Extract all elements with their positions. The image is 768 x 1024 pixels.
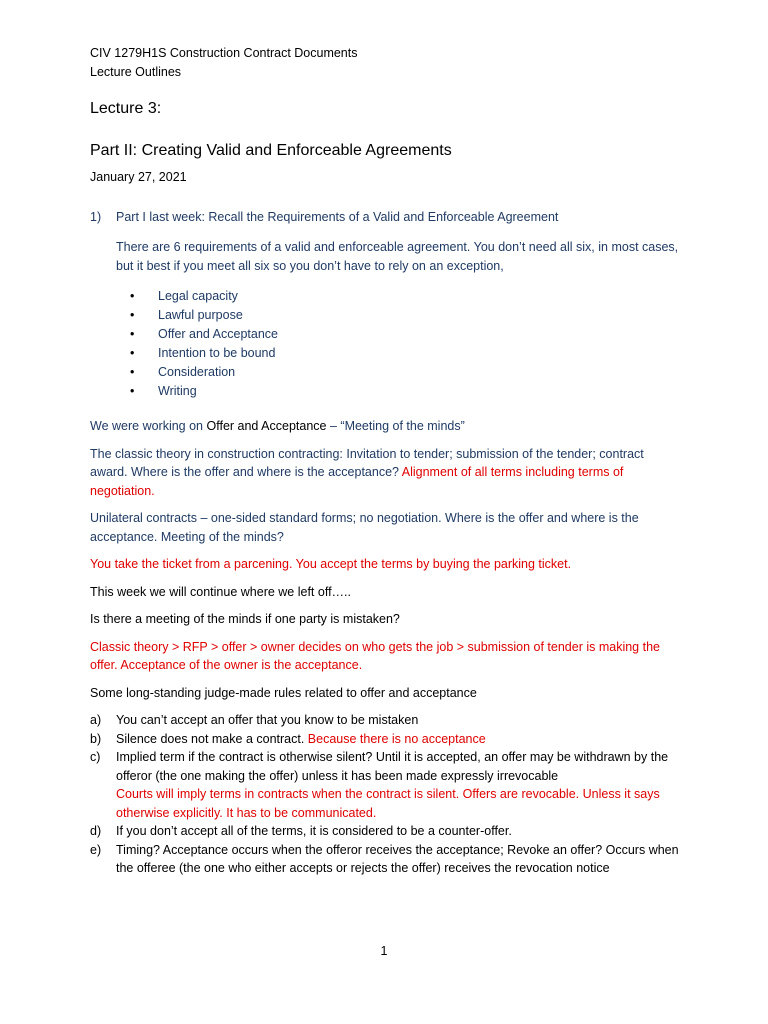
list-item: • Consideration bbox=[130, 363, 680, 382]
rule-note: Because there is no acceptance bbox=[307, 731, 486, 746]
working-on-paragraph bbox=[90, 417, 680, 436]
lecture-title: Lecture 3: bbox=[90, 100, 162, 117]
list-item bbox=[90, 822, 680, 841]
rule-letter: c) bbox=[90, 750, 101, 764]
classic-theory-text: The classic theory in construction contracting: Invitation to tender; submission of the tender; contract award. Where is the offer and where is the acceptance? bbox=[90, 446, 644, 479]
list-item bbox=[90, 711, 680, 730]
requirements-list bbox=[90, 287, 680, 401]
list-item bbox=[90, 748, 680, 822]
mistaken-question: Is there a meeting of the minds if one party is mistaken? bbox=[90, 612, 400, 626]
list-item bbox=[90, 730, 680, 749]
rule-text: Silence does not make a contract. bbox=[116, 731, 308, 746]
rule-letter: a) bbox=[90, 713, 102, 727]
list-item: • Intention to be bound bbox=[130, 344, 680, 363]
rules-intro: Some long-standing judge-made rules related to offer and acceptance bbox=[90, 685, 477, 700]
classic-theory-paragraph bbox=[90, 445, 680, 501]
section-number: 1) bbox=[90, 210, 102, 224]
rule-letter: e) bbox=[90, 842, 102, 857]
rule-letter: b) bbox=[90, 731, 102, 746]
rule-text: Implied term if the contract is otherwise silent? Until it is accepted, an offer may be withdrawn by the offeror (the one making the offer) unless it has been made expressly irrevocable bbox=[116, 750, 669, 783]
rule-text: You can’t accept an offer that you know to be mistaken bbox=[116, 713, 419, 727]
working-on-quote: Meeting of the minds bbox=[344, 419, 461, 433]
working-on-dash: – “ bbox=[326, 419, 345, 433]
document-subtitle: Lecture Outlines bbox=[90, 65, 182, 79]
classic-theory-red-paragraph: Classic theory > RFP > offer > owner decides on who gets the job > submission of tender is making the offer. Acceptance of the owner is the acceptance. bbox=[90, 639, 660, 672]
classic-theory-note: Alignment of all terms including terms of negotiation. bbox=[90, 465, 624, 498]
list-item: • Writing bbox=[130, 382, 680, 401]
document-page bbox=[90, 44, 680, 878]
ticket-paragraph: You take the ticket from a parcening. You accept the terms by buying the parking ticket. bbox=[90, 557, 572, 571]
course-title: CIV 1279H1S Construction Contract Documents bbox=[90, 46, 358, 60]
list-item: • Offer and Acceptance bbox=[130, 325, 680, 344]
working-on-close: ” bbox=[460, 419, 465, 433]
rule-note: Courts will imply terms in contracts when the contract is silent. Offers are revocable. Unless it says otherwise explicitly. It has to be communicated. bbox=[116, 787, 660, 820]
unilateral-paragraph: Unilateral contracts – one-sided standard forms; no negotiation. Where is the offer and where is the acceptance. Meeting of the minds? bbox=[90, 511, 639, 544]
lecture-date: January 27, 2021 bbox=[90, 170, 187, 184]
rule-text: Timing? Acceptance occurs when the offeror receives the acceptance; Revoke an offer? Occurs when the offeree (the one who either accepts or rejects the offer) receives the revocation notice bbox=[116, 842, 679, 875]
list-item: • Lawful purpose bbox=[130, 306, 680, 325]
working-on-prefix: We were working on bbox=[90, 419, 207, 433]
list-item: • Legal capacity bbox=[130, 287, 680, 306]
rules-list bbox=[90, 711, 680, 878]
part-title: Part II: Creating Valid and Enforceable Agreements bbox=[90, 142, 452, 159]
page-number: 1 bbox=[380, 944, 388, 958]
rule-letter: d) bbox=[90, 824, 102, 838]
section-heading bbox=[90, 208, 680, 226]
this-week-paragraph: This week we will continue where we left off….. bbox=[90, 584, 351, 599]
section-heading-text: Part I last week: Recall the Requirements of a Valid and Enforceable Agreement bbox=[116, 210, 559, 224]
rule-text: If you don’t accept all of the terms, it is considered to be a counter-offer. bbox=[116, 824, 512, 838]
working-on-topic: Offer and Acceptance bbox=[206, 419, 327, 433]
list-item bbox=[90, 841, 680, 878]
requirements-intro: There are 6 requirements of a valid and enforceable agreement. You don’t need all six, in most cases, but it best if you meet all six so you don’t have to rely on an exception, bbox=[116, 240, 679, 273]
